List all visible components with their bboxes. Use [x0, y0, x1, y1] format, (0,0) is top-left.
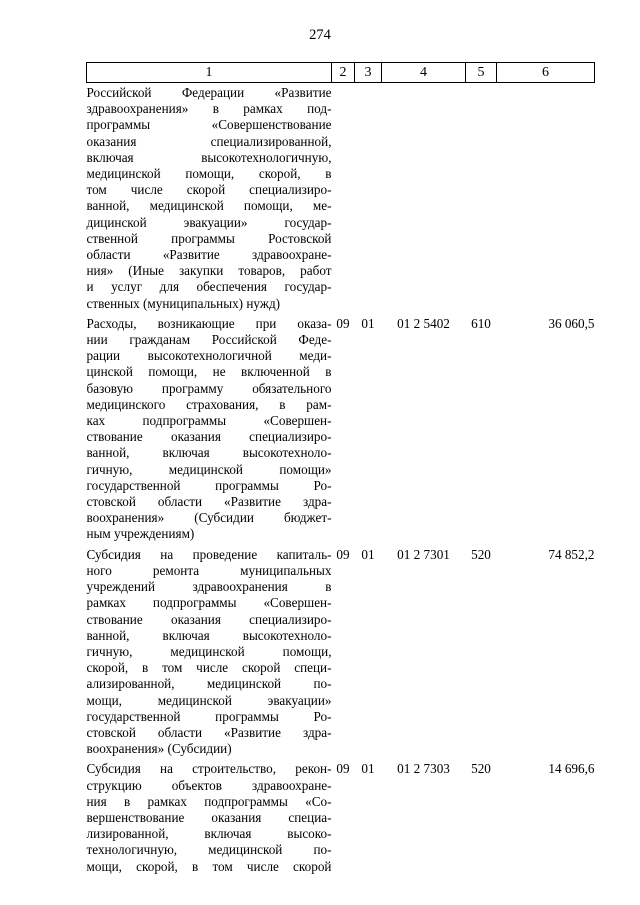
row-description: [87, 312, 332, 543]
row-description: [87, 757, 332, 874]
desc-line: ного ремонта муниципальных: [86, 562, 332, 578]
desc-line: ствование оказания специализиро-: [86, 611, 332, 627]
desc-line: гичную, медицинской помощи»: [86, 461, 332, 477]
desc-line: и услуг для обеспечения государ-: [86, 279, 332, 295]
budget-table: [86, 62, 595, 875]
page-number: 274: [309, 27, 331, 43]
desc-line: оказания специализированной,: [86, 133, 332, 149]
desc-line: воохранения» (Субсидии бюджет-: [86, 510, 332, 526]
table-row: [87, 543, 595, 758]
desc-line: ках подпрограммы «Совершен-: [86, 413, 332, 429]
col-header-5: 5: [466, 63, 497, 83]
desc-line: медицинской помощи, скорой, в: [86, 166, 332, 182]
cell-amount: 74 852,2: [548, 546, 595, 562]
cell-subsection: 01: [361, 315, 375, 331]
desc-line: гичную, медицинской помощи,: [86, 643, 332, 659]
desc-line: включая высокотехнологичную,: [86, 149, 332, 165]
cell-target-code: 01 2 7301: [397, 546, 450, 562]
desc-line: ванной, медицинской помощи, ме-: [86, 198, 332, 214]
desc-line: государственной программы Ро-: [86, 477, 332, 493]
desc-line: базовую программу обязательного: [86, 380, 332, 396]
col-header-3: 3: [355, 63, 382, 83]
row-description: [87, 83, 332, 312]
desc-line: мощи, скорой, в том числе скорой: [86, 858, 332, 874]
cell-section: 09: [336, 546, 350, 562]
cell-section: [332, 83, 355, 312]
desc-line: мощи, медицинской эвакуации»: [86, 692, 332, 708]
desc-line: технологичную, медицинской по-: [86, 842, 332, 858]
table-row: [87, 312, 595, 543]
cell-section: 09: [336, 761, 350, 777]
cell-target-code: 01 2 5402: [397, 315, 450, 331]
desc-line: ствование оказания специализиро-: [86, 429, 332, 445]
row-description: [87, 543, 332, 758]
desc-line: цинской помощи, не включенной в: [86, 364, 332, 380]
desc-line: ванной, включая высокотехноло-: [86, 627, 332, 643]
desc-line: рации высокотехнологичной меди-: [86, 348, 332, 364]
desc-line: Расходы, возникающие при оказа-: [86, 315, 332, 331]
desc-line: вершенствование оказания специа-: [86, 809, 332, 825]
desc-line: нии гражданам Российской Феде-: [86, 332, 332, 348]
desc-line: Субсидия на проведение капиталь-: [86, 546, 332, 562]
table-row: [87, 83, 595, 312]
desc-line: струкцию объектов здравоохране-: [86, 777, 332, 793]
desc-line: дицинской эвакуации» государ-: [86, 214, 332, 230]
table-row: [87, 757, 595, 874]
col-header-4: 4: [382, 63, 466, 83]
cell-expense-type: [466, 83, 497, 312]
desc-line: ализированной, медицинской по-: [86, 676, 332, 692]
desc-line: ванной, включая высокотехноло-: [86, 445, 332, 461]
cell-amount: [497, 83, 595, 312]
cell-amount: 36 060,5: [548, 315, 595, 331]
desc-line: том числе скорой специализиро-: [86, 182, 332, 198]
desc-line: ным учреждениям): [86, 526, 195, 542]
cell-target-code: 01 2 7303: [397, 761, 450, 777]
desc-line: учреждений здравоохранения в: [86, 579, 332, 595]
desc-line: ственных (муниципальных) нужд): [86, 295, 281, 311]
cell-amount: 14 696,6: [548, 761, 595, 777]
desc-line: ния в рамках подпрограммы «Со-: [86, 793, 332, 809]
desc-line: государственной программы Ро-: [86, 708, 332, 724]
cell-subsection: 01: [361, 761, 375, 777]
desc-line: лизированной, включая высоко-: [86, 826, 332, 842]
col-header-2: 2: [332, 63, 355, 83]
col-header-1: 1: [87, 63, 332, 83]
desc-line: стовской области «Развитие здра-: [86, 494, 332, 510]
cell-target-code: [382, 83, 466, 312]
desc-line: здравоохранения» в рамках под-: [86, 101, 332, 117]
desc-line: медицинского страхования, в рам-: [86, 396, 332, 412]
desc-line: ственной программы Ростовской: [86, 230, 332, 246]
col-header-6: 6: [497, 63, 595, 83]
cell-subsection: 01: [361, 546, 375, 562]
desc-line: рамках подпрограммы «Совершен-: [86, 595, 332, 611]
table-header-row: [87, 63, 595, 83]
desc-line: скорой, в том числе скорой специ-: [86, 660, 332, 676]
cell-expense-type: 520: [471, 761, 491, 777]
cell-section: 09: [336, 315, 350, 331]
desc-line: области «Развитие здравоохране-: [86, 247, 332, 263]
desc-line: воохранения» (Субсидии): [86, 741, 232, 757]
cell-expense-type: 610: [471, 315, 491, 331]
desc-line: стовской области «Развитие здра-: [86, 724, 332, 740]
desc-line: программы «Совершенствование: [86, 117, 332, 133]
desc-line: Субсидия на строительство, рекон-: [86, 761, 332, 777]
desc-line: Российской Федерации «Развитие: [86, 85, 332, 100]
cell-expense-type: 520: [471, 546, 491, 562]
desc-line: ния» (Иные закупки товаров, работ: [86, 263, 332, 279]
cell-subsection: [355, 83, 382, 312]
